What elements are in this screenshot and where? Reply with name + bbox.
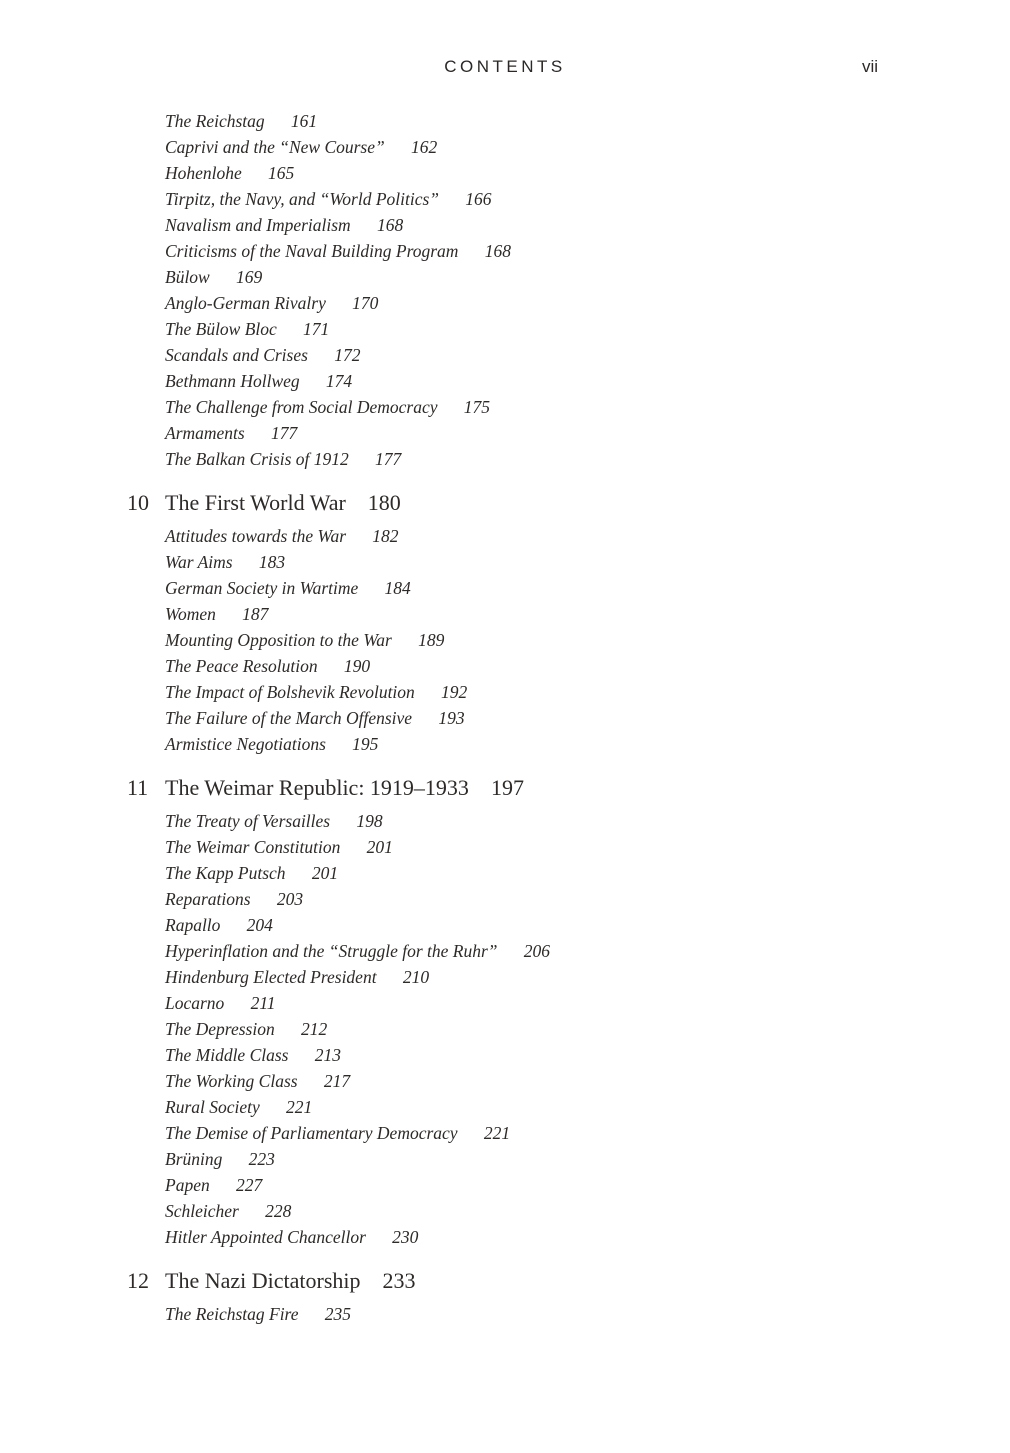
toc-entry-page: 161: [290, 111, 318, 131]
toc-entry-title: The Reichstag: [165, 111, 265, 131]
toc-entry-title: The Demise of Parliamentary Democracy: [165, 1123, 458, 1143]
toc-entry-title: Hindenburg Elected President: [165, 967, 377, 987]
toc-entry-page: 227: [235, 1175, 263, 1195]
chapter-section: [127, 774, 925, 1250]
toc-entry-title: Anglo-German Rivalry: [165, 293, 326, 313]
toc-entry: [165, 860, 925, 886]
chapter-number: 12: [127, 1268, 149, 1293]
toc-entry-title: Locarno: [165, 993, 225, 1013]
toc-entry-page: 230: [392, 1227, 419, 1247]
chapter-page: 180: [367, 490, 401, 515]
toc-entry-title: Caprivi and the “New Course”: [165, 137, 385, 157]
chapter-title: The Nazi Dictatorship: [165, 1268, 361, 1293]
toc-entry-title: Hohenlohe: [165, 163, 242, 183]
toc-entry: [165, 1042, 925, 1068]
toc-entry-title: The Weimar Constitution: [165, 837, 341, 857]
toc-entry-page: 170: [352, 293, 379, 313]
toc-entry: [165, 938, 925, 964]
toc-entry-title: Armistice Negotiations: [165, 734, 326, 754]
toc-entry-title: The Impact of Bolshevik Revolution: [165, 682, 415, 702]
toc-entry-page: 171: [303, 319, 330, 339]
toc-entry-page: 165: [268, 163, 295, 183]
toc-entry-page: 212: [300, 1019, 328, 1039]
toc-entry-title: Brüning: [165, 1149, 223, 1169]
chapter-heading: [127, 1267, 925, 1295]
toc-entry: [165, 1094, 925, 1120]
toc-entry-title: Hitler Appointed Chancellor: [165, 1227, 366, 1247]
toc-entry-title: Bethmann Hollweg: [165, 371, 300, 391]
chapter-section: [127, 1267, 925, 1327]
chapter-number: 11: [127, 775, 149, 800]
toc-entry: [165, 1068, 925, 1094]
toc-entry-page: 175: [463, 397, 490, 417]
toc-entry-title: Tirpitz, the Navy, and “World Politics”: [165, 189, 440, 209]
toc-entry-page: 204: [246, 915, 273, 935]
toc-entry-title: Bülow: [165, 267, 210, 287]
toc-entry-title: Rural Society: [165, 1097, 260, 1117]
toc-entry-title: The Peace Resolution: [165, 656, 318, 676]
toc-entry-title: Women: [165, 604, 216, 624]
toc-entry-page: 168: [376, 215, 404, 235]
toc-entry-title: Armaments: [165, 423, 245, 443]
toc-entry-page: 223: [248, 1149, 275, 1169]
toc-entry: [165, 653, 925, 679]
toc-entry: [165, 834, 925, 860]
toc-entry: [165, 1146, 925, 1172]
running-head: CONTENTS: [444, 57, 566, 76]
toc-entry: [165, 446, 925, 472]
toc-entry: [165, 420, 925, 446]
toc-entry: [165, 1224, 925, 1250]
chapters: [127, 489, 925, 1327]
chapter-page: 233: [382, 1268, 416, 1293]
toc-entry-page: 221: [483, 1123, 511, 1143]
chapter-title: The Weimar Republic: 1919–1933: [165, 775, 469, 800]
toc-entry-title: War Aims: [165, 552, 233, 572]
toc-entry-page: 213: [314, 1045, 341, 1065]
table-of-contents: [127, 108, 925, 1327]
toc-entry-title: The Reichstag Fire: [165, 1304, 299, 1324]
toc-entry-page: 172: [334, 345, 361, 365]
toc-entry-page: 235: [324, 1304, 351, 1324]
toc-entry-title: The Kapp Putsch: [165, 863, 286, 883]
toc-entry-title: The Balkan Crisis of 1912: [165, 449, 349, 469]
toc-entry-title: Reparations: [165, 889, 251, 909]
toc-entry-title: Schleicher: [165, 1201, 239, 1221]
toc-entry-title: The Failure of the March Offensive: [165, 708, 413, 728]
toc-entry-page: 228: [265, 1201, 292, 1221]
toc-entry-page: 198: [356, 811, 383, 831]
toc-entry: [165, 290, 925, 316]
toc-entry-title: Scandals and Crises: [165, 345, 308, 365]
toc-entry: [165, 990, 925, 1016]
toc-entry: [165, 186, 925, 212]
toc-entry: [165, 705, 925, 731]
toc-entry: [165, 212, 925, 238]
toc-entry: [165, 342, 925, 368]
toc-entry-page: 187: [242, 604, 269, 624]
toc-entry-page: 169: [235, 267, 263, 287]
chapter-heading: [127, 774, 925, 802]
toc-entry-title: Attitudes towards the War: [165, 526, 347, 546]
toc-entry: [165, 316, 925, 342]
toc-entry-title: The Challenge from Social Democracy: [165, 397, 438, 417]
chapter-entries: [165, 523, 925, 757]
toc-entry-page: 184: [384, 578, 411, 598]
toc-entry-page: 221: [286, 1097, 313, 1117]
toc-entry: [165, 160, 925, 186]
toc-entry: [165, 886, 925, 912]
toc-entry: [165, 808, 925, 834]
toc-entry: [165, 912, 925, 938]
toc-entry-page: 177: [375, 449, 402, 469]
toc-entry: [165, 394, 925, 420]
toc-entry-page: 166: [465, 189, 492, 209]
toc-entry-page: 201: [311, 863, 339, 883]
toc-entry: [165, 1198, 925, 1224]
toc-entry-title: Rapallo: [165, 915, 221, 935]
chapter-entries: [165, 1301, 925, 1327]
toc-entry: [165, 627, 925, 653]
chapter-title: The First World War: [165, 490, 346, 515]
toc-entry-page: 183: [258, 552, 286, 572]
folio-page-number: vii: [861, 57, 878, 76]
toc-entry-page: 174: [325, 371, 353, 391]
toc-entry-page: 206: [523, 941, 550, 961]
toc-entry-title: Criticisms of the Naval Building Program: [165, 241, 459, 261]
toc-entry-page: 211: [250, 993, 276, 1013]
toc-entry-title: The Middle Class: [165, 1045, 289, 1065]
toc-entry-page: 189: [418, 630, 445, 650]
toc-entry: [165, 964, 925, 990]
toc-entry: [165, 1120, 925, 1146]
toc-entry-title: Mounting Opposition to the War: [165, 630, 392, 650]
toc-entry: [165, 731, 925, 757]
chapter-section: [127, 489, 925, 757]
intro-entries: [165, 108, 925, 472]
chapter-page: 197: [490, 775, 524, 800]
toc-entry: [165, 1301, 925, 1327]
toc-entry-page: 201: [366, 837, 393, 857]
toc-entry-page: 193: [438, 708, 465, 728]
toc-entry: [165, 108, 925, 134]
toc-entry-page: 168: [484, 241, 511, 261]
toc-entry: [165, 1172, 925, 1198]
toc-entry-title: Navalism and Imperialism: [165, 215, 351, 235]
toc-entry-title: Hyperinflation and the “Struggle for the Ruhr”: [165, 941, 498, 961]
toc-entry: [165, 523, 925, 549]
toc-entry-page: 162: [411, 137, 438, 157]
toc-entry: [165, 601, 925, 627]
toc-entry-page: 190: [343, 656, 371, 676]
toc-entry-page: 192: [441, 682, 468, 702]
toc-entry-title: Papen: [165, 1175, 210, 1195]
toc-entry-title: The Treaty of Versailles: [165, 811, 331, 831]
toc-entry: [165, 238, 925, 264]
chapter-entries: [165, 808, 925, 1250]
toc-entry: [165, 575, 925, 601]
toc-entry: [165, 679, 925, 705]
toc-entry: [165, 134, 925, 160]
toc-entry: [165, 549, 925, 575]
toc-entry-page: 182: [372, 526, 399, 546]
toc-entry-page: 210: [402, 967, 430, 987]
toc-entry-page: 203: [276, 889, 304, 909]
toc-entry-page: 177: [270, 423, 298, 443]
chapter-heading: [127, 489, 925, 517]
toc-entry-title: The Working Class: [165, 1071, 298, 1091]
toc-entry-page: 217: [323, 1071, 351, 1091]
toc-entry: [165, 264, 925, 290]
toc-entry: [165, 1016, 925, 1042]
toc-entry-title: German Society in Wartime: [165, 578, 359, 598]
toc-entry-page: 195: [352, 734, 379, 754]
toc-entry-title: The Depression: [165, 1019, 275, 1039]
toc-entry: [165, 368, 925, 394]
chapter-number: 10: [127, 490, 149, 515]
toc-entry-title: The Bülow Bloc: [165, 319, 277, 339]
